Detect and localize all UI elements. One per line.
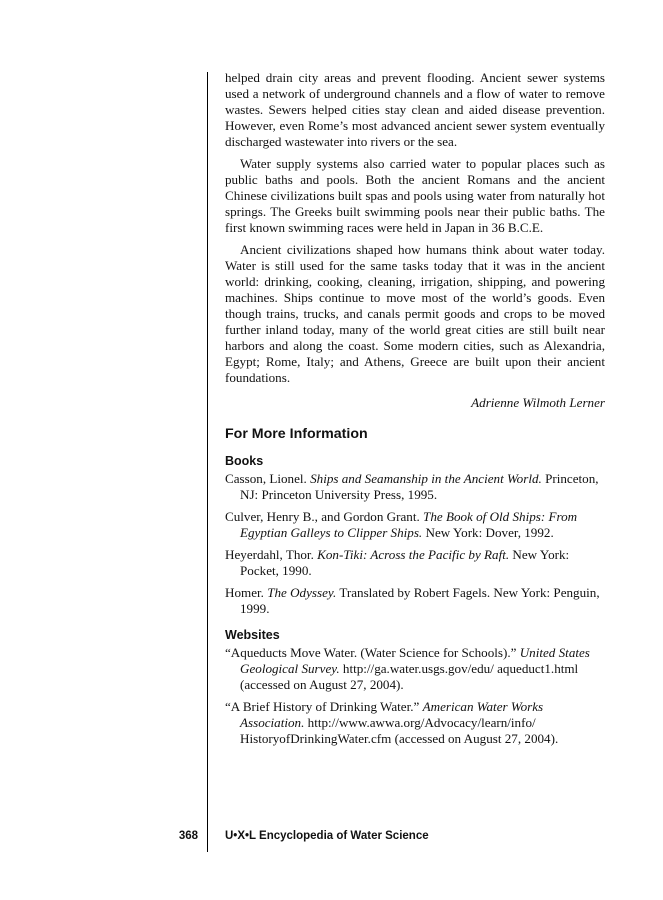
article-body bbox=[225, 70, 605, 747]
body-paragraph: Ancient civilizations shaped how humans think about water today. Water is still used for the same tasks today that it was in the ancient world: drinking, cooking, cleaning, irrigation, shipping, and powering machines. Ships continue to move most of the world’s goods. Even though trains, trucks, and canals permit goods and crops to be moved further inland today, many of the world great cities are still built near harbors and along the coast. Some modern cities, such as Alexandria, Egypt; Rome, Italy; and Athens, Greece are built upon their ancient foundations. bbox=[225, 242, 605, 385]
books-heading: Books bbox=[225, 454, 264, 468]
book-title-footer: U•X•L Encyclopedia of Water Science bbox=[225, 830, 429, 842]
book-reference: Casson, Lionel. Ships and Seamanship in the Ancient World. Princeton, NJ: Princeton University Press, 1995. bbox=[225, 471, 599, 502]
website-reference: “Aqueducts Move Water. (Water Science for Schools).” United States Geological Survey. http://ga.water.usgs.gov/edu/ aqueduct1.html (accessed on August 27, 2004). bbox=[225, 645, 590, 692]
website-reference: “A Brief History of Drinking Water.” American Water Works Association. http://www.awwa.org/Advocacy/learn/info/ HistoryofDrinkingWater.cfm (accessed on August 27, 2004). bbox=[225, 699, 559, 746]
body-paragraph: Water supply systems also carried water to popular places such as public baths and pools. Both the ancient Romans and the ancient Chinese civilizations built spas and pools using water from naturally hot springs. The Greeks built swimming pools near their public baths. The first known swimming races were held in Japan in 36 B.C.E. bbox=[225, 156, 605, 235]
author-byline: Adrienne Wilmoth Lerner bbox=[471, 395, 605, 410]
body-paragraph: helped drain city areas and prevent flooding. Ancient sewer systems used a network of underground channels and a flow of water to remove wastes. Sewers helped cities stay clean and aided disease prevention. However, even Rome’s most advanced ancient sewer system eventually discharged wastewater into rivers or the sea. bbox=[225, 70, 605, 149]
websites-heading: Websites bbox=[225, 628, 280, 642]
margin-rule bbox=[207, 72, 208, 852]
section-heading: For More Information bbox=[225, 426, 368, 442]
book-reference: Homer. The Odyssey. Translated by Robert Fagels. New York: Penguin, 1999. bbox=[225, 585, 600, 616]
book-reference: Heyerdahl, Thor. Kon-Tiki: Across the Pacific by Raft. New York: Pocket, 1990. bbox=[225, 547, 570, 578]
page-number: 368 bbox=[178, 830, 198, 842]
book-reference: Culver, Henry B., and Gordon Grant. The Book of Old Ships: From Egyptian Galleys to Clipper Ships. New York: Dover, 1992. bbox=[225, 509, 578, 540]
